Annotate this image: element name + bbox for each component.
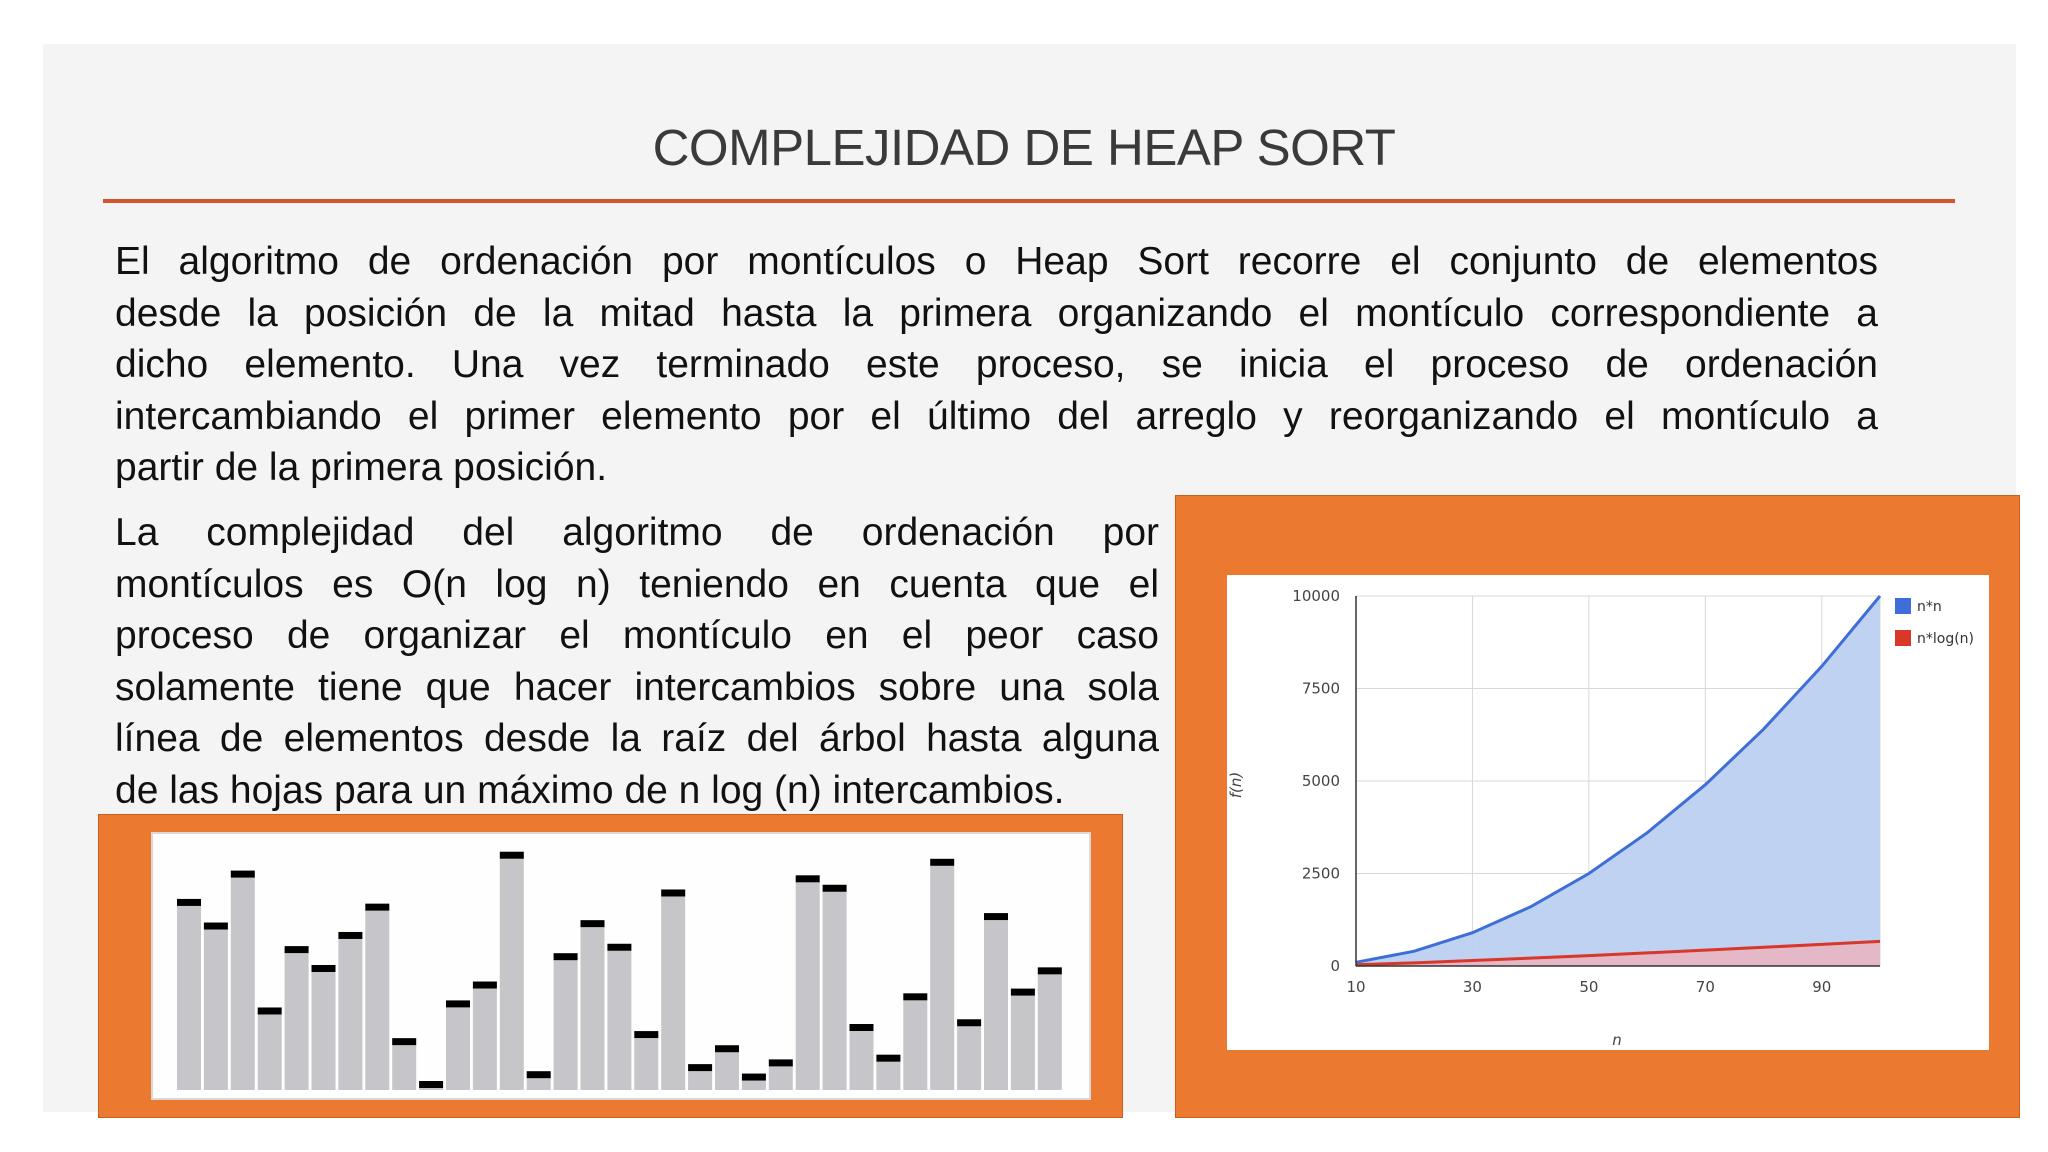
sort-bar bbox=[365, 911, 389, 1090]
bars-svg bbox=[153, 834, 1089, 1098]
sort-bar-cap bbox=[823, 885, 847, 892]
sort-bar bbox=[876, 1062, 900, 1090]
sort-bar bbox=[688, 1071, 712, 1090]
sort-bar-cap bbox=[607, 944, 631, 951]
y-tick-label: 5000 bbox=[1301, 772, 1340, 790]
legend-swatch bbox=[1895, 630, 1911, 646]
sort-bar bbox=[473, 989, 497, 1090]
sort-bar bbox=[527, 1078, 551, 1090]
sort-bar-cap bbox=[392, 1038, 416, 1045]
complexity-line: solamente tiene que hacer intercambios sobre una sola bbox=[115, 665, 1159, 709]
intro-paragraph bbox=[115, 236, 1878, 494]
sort-bar bbox=[581, 927, 605, 1090]
sort-bar-cap bbox=[231, 871, 255, 878]
sort-bar-cap bbox=[984, 913, 1008, 920]
sort-bar bbox=[634, 1038, 658, 1090]
sort-bar bbox=[769, 1066, 793, 1090]
sort-bar-cap bbox=[796, 875, 820, 882]
sort-bar bbox=[1038, 974, 1062, 1090]
sort-bar-cap bbox=[661, 889, 685, 896]
sort-bar bbox=[661, 896, 685, 1090]
sort-bar bbox=[957, 1026, 981, 1090]
sort-bar-cap bbox=[446, 1000, 470, 1007]
sort-bar-cap bbox=[527, 1071, 551, 1078]
sort-bar-cap bbox=[204, 923, 228, 930]
sort-bar bbox=[823, 892, 847, 1090]
chart-ylabel: f(n) bbox=[1227, 771, 1245, 799]
sort-bar-cap bbox=[769, 1059, 793, 1066]
sort-bar bbox=[930, 866, 954, 1090]
sort-bar bbox=[1011, 996, 1035, 1090]
sort-bar-cap bbox=[634, 1031, 658, 1038]
sort-bar bbox=[338, 939, 362, 1090]
y-tick-label: 10000 bbox=[1292, 587, 1340, 605]
sort-bar-cap bbox=[742, 1074, 766, 1081]
sort-bar bbox=[312, 972, 336, 1090]
intro-line: El algoritmo de ordenación por montículos o Heap Sort recorre el conjunto de elementos bbox=[115, 240, 1878, 283]
sort-bar bbox=[554, 960, 578, 1090]
sort-bar bbox=[500, 859, 524, 1090]
sort-bar-cap bbox=[850, 1024, 874, 1031]
complexity-line: montículos es O(n log n) teniendo en cuenta que el bbox=[115, 562, 1159, 606]
sort-bar bbox=[258, 1014, 282, 1090]
sort-bar bbox=[607, 951, 631, 1090]
sort-bar-cap bbox=[365, 904, 389, 911]
slide-title: COMPLEJIDAD DE HEAP SORT bbox=[652, 119, 1396, 176]
sort-bar-cap bbox=[554, 953, 578, 960]
y-tick-label: 7500 bbox=[1301, 679, 1340, 698]
sort-bar-cap bbox=[715, 1045, 739, 1052]
sort-bar bbox=[903, 1000, 927, 1090]
legend-label: n*n bbox=[1917, 599, 1942, 615]
x-tick-label: 10 bbox=[1346, 978, 1366, 996]
sort-bar-cap bbox=[258, 1007, 282, 1014]
complexity-line: línea de elementos desde la raíz del árbol hasta alguna bbox=[115, 717, 1159, 760]
sort-bar-cap bbox=[903, 993, 927, 1000]
sort-bar-cap bbox=[957, 1019, 981, 1026]
sort-bar bbox=[984, 920, 1008, 1090]
complexity-line: La complejidad del algoritmo de ordenación por bbox=[115, 511, 1159, 554]
sort-bar bbox=[285, 953, 309, 1090]
sort-bar bbox=[177, 906, 201, 1090]
intro-line: dicho elemento. Una vez terminado este proceso, se inicia el proceso de ordenación bbox=[115, 343, 1878, 386]
sort-bar bbox=[715, 1052, 739, 1090]
x-tick-label: 50 bbox=[1579, 978, 1599, 996]
x-tick-label: 90 bbox=[1812, 978, 1832, 996]
sort-bar-cap bbox=[1011, 989, 1035, 996]
sort-bar bbox=[419, 1088, 443, 1090]
chart-xlabel: n bbox=[1612, 1031, 1622, 1049]
legend-swatch bbox=[1895, 598, 1911, 614]
sort-bar-cap bbox=[930, 859, 954, 866]
sort-bar-cap bbox=[473, 982, 497, 989]
intro-line: partir de la primera posición. bbox=[115, 446, 608, 489]
title-divider bbox=[103, 199, 1955, 203]
sort-bar-cap bbox=[876, 1055, 900, 1062]
complexity-paragraph bbox=[115, 507, 1159, 816]
intro-line: intercambiando el primer elemento por el último del arreglo y reorganizando el montículo a bbox=[115, 394, 1878, 438]
sort-bar-cap bbox=[338, 932, 362, 939]
bars-image bbox=[151, 832, 1091, 1100]
legend-label: n*log(n) bbox=[1917, 631, 1975, 647]
sort-bar bbox=[742, 1081, 766, 1090]
complexity-chart bbox=[1227, 575, 1989, 1050]
sort-bar bbox=[850, 1031, 874, 1090]
complexity-line: de las hojas para un máximo de n log (n) intercambios. bbox=[115, 768, 1065, 812]
sort-bar bbox=[231, 878, 255, 1090]
sort-bar-cap bbox=[312, 965, 336, 972]
intro-line: desde la posición de la mitad hasta la primera organizando el montículo correspondiente a bbox=[115, 291, 1878, 335]
y-tick-label: 0 bbox=[1330, 957, 1340, 975]
x-tick-label: 30 bbox=[1462, 978, 1482, 996]
y-tick-label: 2500 bbox=[1301, 864, 1340, 883]
sort-bar bbox=[392, 1045, 416, 1090]
complexity-line: proceso de organizar el montículo en el peor caso bbox=[115, 614, 1159, 657]
sort-bar-cap bbox=[500, 852, 524, 859]
chart-svg bbox=[1227, 575, 1989, 1050]
sort-bar-cap bbox=[1038, 967, 1062, 974]
sort-bar-cap bbox=[688, 1064, 712, 1071]
sort-bar-cap bbox=[285, 946, 309, 953]
sort-bar bbox=[796, 882, 820, 1090]
sort-bar bbox=[204, 930, 228, 1090]
sort-bar-cap bbox=[419, 1081, 443, 1088]
sort-bar-cap bbox=[177, 899, 201, 906]
sort-bar-cap bbox=[581, 920, 605, 927]
x-tick-label: 70 bbox=[1695, 978, 1715, 996]
sort-bar bbox=[446, 1007, 470, 1090]
